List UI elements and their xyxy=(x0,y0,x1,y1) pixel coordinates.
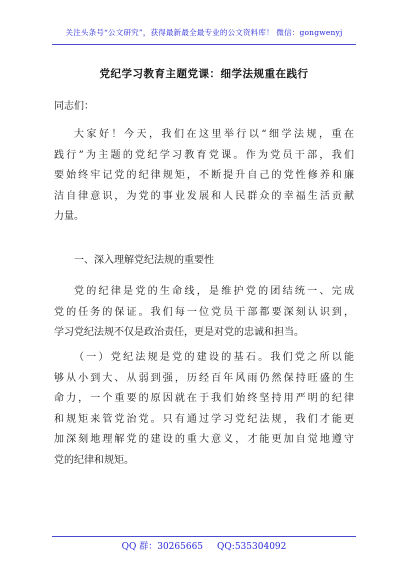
intro-line: 大家好！今天，我们在这里举行以“细学法规，重在 xyxy=(74,129,354,140)
section-paragraph xyxy=(54,282,354,344)
intro-paragraph xyxy=(54,125,354,228)
subsection-line: 够从小到大、从弱到强，历经百年风雨仍然保持旺盛的生 xyxy=(54,372,354,384)
subsection-paragraph xyxy=(54,348,354,471)
section-line: 党的纪律是党的生命线，是维护党的团结统一、完成 xyxy=(74,286,354,297)
section-line: 学习党纪法规不仅是政治责任，更是对党的忠诚和担当。 xyxy=(54,327,304,338)
intro-line: 洁自律意识，为党的事业发展和人民群众的幸福生活贡献 xyxy=(54,190,354,202)
footer-divider xyxy=(52,536,356,537)
intro-line: 力量。 xyxy=(54,211,84,222)
header-divider xyxy=(52,44,356,45)
subsection-line: 党的纪律和规矩。 xyxy=(54,454,134,466)
section-line: 党的任务的保证。我们每一位党员干部都要深刻认识到， xyxy=(54,306,354,318)
intro-line: 践行”为主题的党纪学习教育党课。作为党员干部，我们 xyxy=(54,149,354,161)
document-title: 党纪学习教育主题党课：细学法规重在践行 xyxy=(99,68,309,80)
subsection-line: 和规矩来管党治党。只有通过学习党纪法规，我们才能更 xyxy=(54,413,354,425)
footer-qq-number: QQ:535304092 xyxy=(217,542,287,552)
intro-line: 要始终牢记党的纪律规矩，不断提升自己的党性修养和廉 xyxy=(54,170,354,181)
footer-contact xyxy=(0,539,408,552)
subsection-line: 加深刻地理解党的建设的重大意义，才能更加自觉地遵守 xyxy=(54,434,354,445)
footer-qq-group: QQ 群：30265665 xyxy=(121,542,204,552)
header-notice: 关注头条号“公文研究”，获得最新最全最专业的公文资料库！ 微信：gongwenyj xyxy=(65,28,343,37)
salutation: 同志们： xyxy=(54,101,94,112)
section-heading: 一、深入理解党纪法规的重要性 xyxy=(74,255,214,266)
subsection-line: （一）党纪法规是党的建设的基石。我们党之所以能 xyxy=(74,352,354,363)
subsection-line: 命力，一个重要的原因就在于我们始终坚持用严明的纪律 xyxy=(54,393,354,404)
